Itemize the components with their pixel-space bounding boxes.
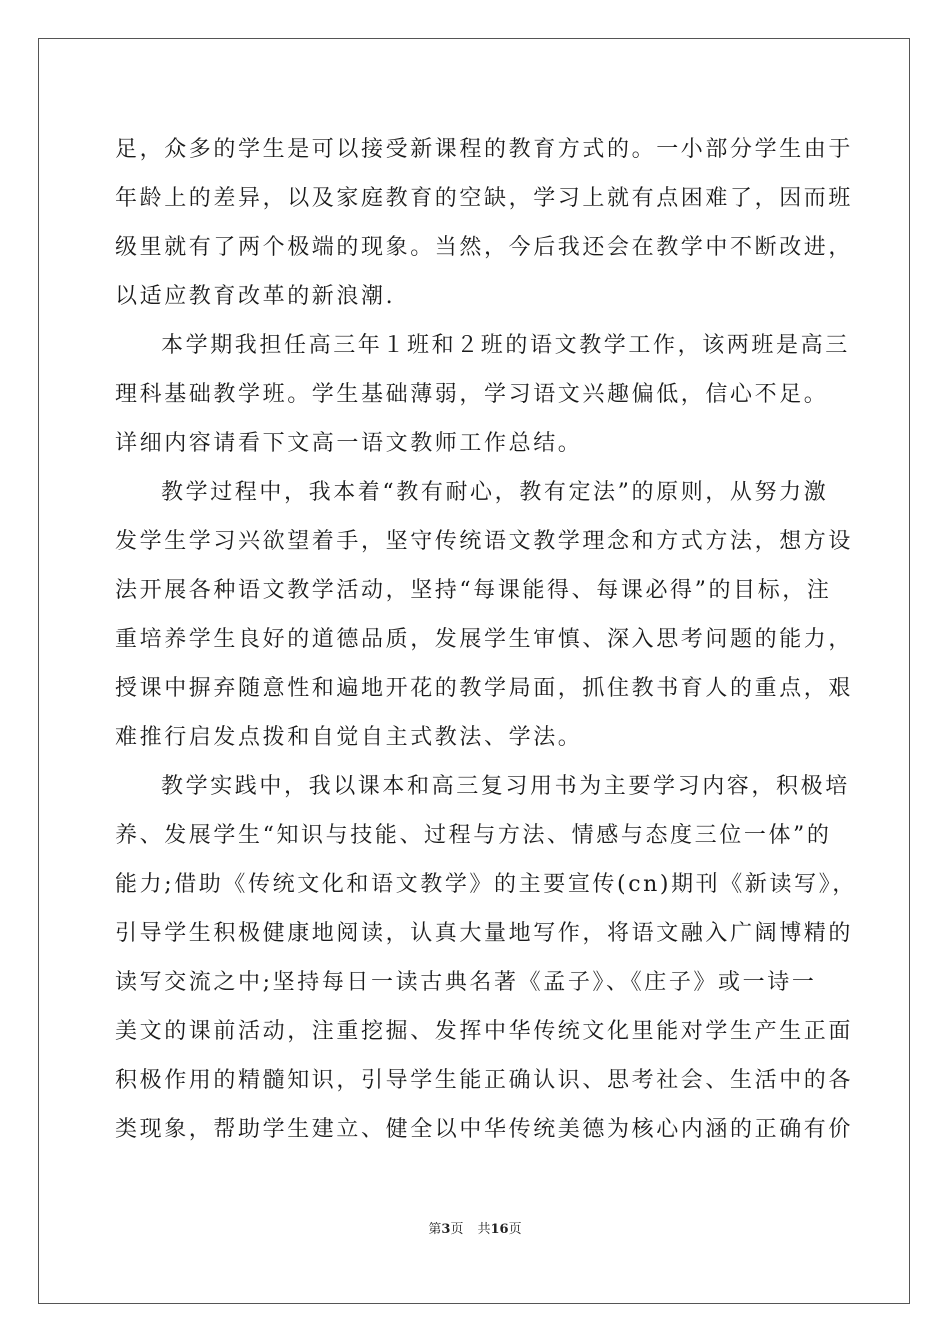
text-line: 积极作用的精髓知识，引导学生能正确认识、思考社会、生活中的各	[115, 1068, 854, 1093]
page-footer	[0, 1218, 950, 1237]
paragraph-start-line: 本学期我担任高三年１班和２班的语文教学工作，该两班是高三	[161, 333, 850, 358]
text-line: 以适应教育改革的新浪潮.	[115, 284, 396, 309]
text-line: 类现象，帮助学生建立、健全以中华传统美德为核心内涵的正确有价	[115, 1117, 854, 1142]
paragraph-start-line: 教学实践中，我以课本和高三复习用书为主要学习内容，积极培	[161, 774, 850, 799]
text-line: 读写交流之中;坚持每日一读古典名著《孟子》、《庄子》或一诗一	[115, 970, 817, 995]
text-line: 引导学生积极健康地阅读，认真大量地写作，将语文融入广阔博精的	[115, 921, 854, 946]
text-line: 理科基础教学班。学生基础薄弱，学习语文兴趣偏低，信心不足。	[115, 382, 829, 407]
text-line: 法开展各种语文教学活动，坚持“每课能得、每课必得”的目标，注	[115, 578, 832, 603]
text-line: 级里就有了两个极端的现象。当然，今后我还会在教学中不断改进，	[115, 235, 854, 260]
text-line: 能力;借助《传统文化和语文教学》的主要宣传(cn)期刊《新读写》，	[115, 872, 857, 897]
text-line: 足，众多的学生是可以接受新课程的教育方式的。一小部分学生由于	[115, 137, 854, 162]
text-line: 详细内容请看下文高一语文教师工作总结。	[115, 431, 583, 456]
paragraph-start-line: 教学过程中，我本着“教有耐心，教有定法”的原则，从努力激	[161, 480, 829, 505]
total-prefix: 共	[477, 1222, 491, 1237]
text-line: 难推行启发点拨和自觉自主式教法、学法。	[115, 725, 583, 750]
text-line: 养、发展学生“知识与技能、过程与方法、情感与态度三位一体”的	[115, 823, 832, 848]
page-suffix: 页	[450, 1222, 464, 1237]
page-prefix: 第	[428, 1222, 442, 1237]
total-pages: 16	[490, 1222, 509, 1237]
text-line: 年龄上的差异，以及家庭教育的空缺，学习上就有点困难了，因而班	[115, 186, 854, 211]
text-line: 重培养学生良好的道德品质，发展学生审慎、深入思考问题的能力，	[115, 627, 854, 652]
page-number: 3	[441, 1222, 451, 1237]
text-line: 美文的课前活动，注重挖掘、发挥中华传统文化里能对学生产生正面	[115, 1019, 854, 1044]
text-line: 授课中摒弃随意性和遍地开花的教学局面，抓住教书育人的重点，艰	[115, 676, 854, 701]
total-suffix: 页	[508, 1222, 522, 1237]
document-body	[115, 125, 857, 1154]
text-line: 发学生学习兴欲望着手，坚守传统语文教学理念和方式方法，想方设	[115, 529, 854, 554]
